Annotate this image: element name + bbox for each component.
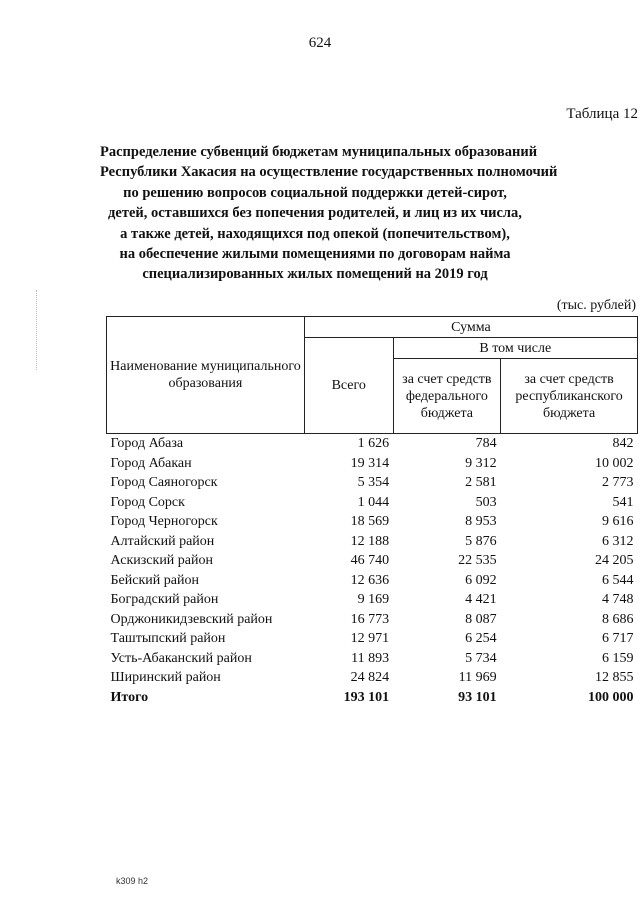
title-line: на обеспечение жилыми помещениями по договорам найма	[119, 246, 511, 263]
federal-value: 503	[475, 494, 497, 510]
republic-value: 8 686	[602, 611, 634, 627]
title-line: а также детей, находящихся под опекой (попечительством),	[120, 225, 510, 242]
total-value: 1 626	[357, 436, 390, 452]
federal-value: 22 535	[458, 553, 497, 569]
unit-label: (тыс. рублей)	[556, 298, 636, 313]
municipality-name: Город Сорск	[110, 494, 185, 510]
title-line: по решению вопросов социальной поддержки детей-сирот,	[123, 184, 507, 201]
federal-value: 4 421	[465, 592, 497, 608]
municipality-name: Аскизский район	[110, 553, 213, 569]
federal-value: 8 087	[465, 611, 497, 627]
table-row	[107, 571, 638, 591]
total-value: 11 893	[351, 650, 390, 666]
republic-value: 4 748	[602, 592, 634, 608]
republic-value: 24 205	[595, 553, 634, 569]
title-line: специализированных жилых помещений на 2019 год	[142, 266, 488, 283]
federal-value: 5 876	[465, 533, 497, 549]
table-row	[107, 434, 638, 454]
federal-value: 2 581	[465, 475, 497, 491]
table-row	[107, 473, 638, 493]
header-total: Всего	[304, 338, 393, 434]
page-number: 624	[308, 35, 332, 51]
total-label: Итого	[110, 689, 149, 705]
municipality-name: Бейский район	[110, 572, 199, 588]
table-row	[107, 532, 638, 552]
federal-value: 784	[475, 436, 497, 452]
municipality-name: Город Черногорск	[110, 514, 218, 530]
total-row	[107, 688, 638, 708]
municipality-name: Ширинский район	[110, 670, 221, 686]
table-row	[107, 454, 638, 474]
republic-value: 6 544	[602, 572, 634, 588]
municipality-name: Город Абаза	[110, 436, 184, 452]
title-line: детей, оставшихся без попечения родителей, и лиц из их числа,	[108, 205, 522, 222]
title-line: Республики Хакасия на осуществление государственных полномочий	[100, 164, 558, 181]
republic-value: 2 773	[602, 475, 634, 491]
footer-code: k309 h2	[116, 876, 149, 886]
table-row	[107, 590, 638, 610]
republic-value: 6 312	[602, 533, 634, 549]
republic-value: 6 717	[602, 631, 634, 647]
republic-value: 10 002	[595, 455, 634, 471]
federal-value: 93 101	[458, 689, 497, 705]
margin-mark	[36, 290, 38, 370]
republic-value: 541	[612, 494, 634, 510]
title-line: Распределение субвенций бюджетам муниципальных образований	[100, 144, 538, 160]
document-title	[100, 142, 558, 285]
total-value: 5 354	[357, 475, 390, 491]
header-republic: за счет средств республиканского бюджета	[501, 359, 638, 434]
subvention-table	[106, 316, 638, 707]
total-value: 12 188	[350, 533, 390, 549]
table-row	[107, 668, 638, 688]
total-value: 16 773	[350, 611, 390, 627]
header-name-column: Наименование муниципального образования	[107, 317, 305, 434]
federal-value: 5 734	[465, 650, 497, 666]
republic-value: 12 855	[595, 670, 634, 686]
total-value: 12 636	[350, 572, 390, 588]
municipality-name: Алтайский район	[110, 533, 215, 549]
header-including: В том числе	[393, 338, 637, 359]
table-label: Таблица 12	[566, 106, 638, 122]
republic-value: 842	[612, 436, 634, 452]
municipality-name: Усть-Абаканский район	[110, 650, 252, 666]
total-value: 193 101	[343, 689, 390, 705]
table-row	[107, 493, 638, 513]
table-row	[107, 551, 638, 571]
municipality-name: Город Абакан	[110, 455, 192, 471]
table-row	[107, 649, 638, 669]
federal-value: 11 969	[458, 670, 497, 686]
municipality-name: Город Саяногорск	[110, 475, 218, 491]
republic-value: 100 000	[588, 689, 634, 705]
total-value: 19 314	[350, 455, 390, 471]
republic-value: 9 616	[602, 514, 634, 530]
total-value: 9 169	[357, 592, 390, 608]
header-federal: за счет средств федерального бюджета	[393, 359, 501, 434]
total-value: 12 971	[350, 631, 390, 647]
table-row	[107, 512, 638, 532]
header-sum: Сумма	[304, 317, 637, 338]
total-value: 46 740	[350, 553, 390, 569]
total-value: 1 044	[357, 494, 390, 510]
municipality-name: Орджоникидзевский район	[110, 611, 273, 627]
municipality-name: Таштыпский район	[110, 631, 226, 647]
total-value: 18 569	[350, 514, 390, 530]
total-value: 24 824	[350, 670, 390, 686]
federal-value: 6 254	[465, 631, 497, 647]
federal-value: 9 312	[465, 455, 497, 471]
republic-value: 6 159	[602, 650, 634, 666]
federal-value: 8 953	[465, 514, 497, 530]
federal-value: 6 092	[465, 572, 497, 588]
municipality-name: Боградский район	[110, 592, 219, 608]
table-row	[107, 610, 638, 630]
table-row	[107, 629, 638, 649]
